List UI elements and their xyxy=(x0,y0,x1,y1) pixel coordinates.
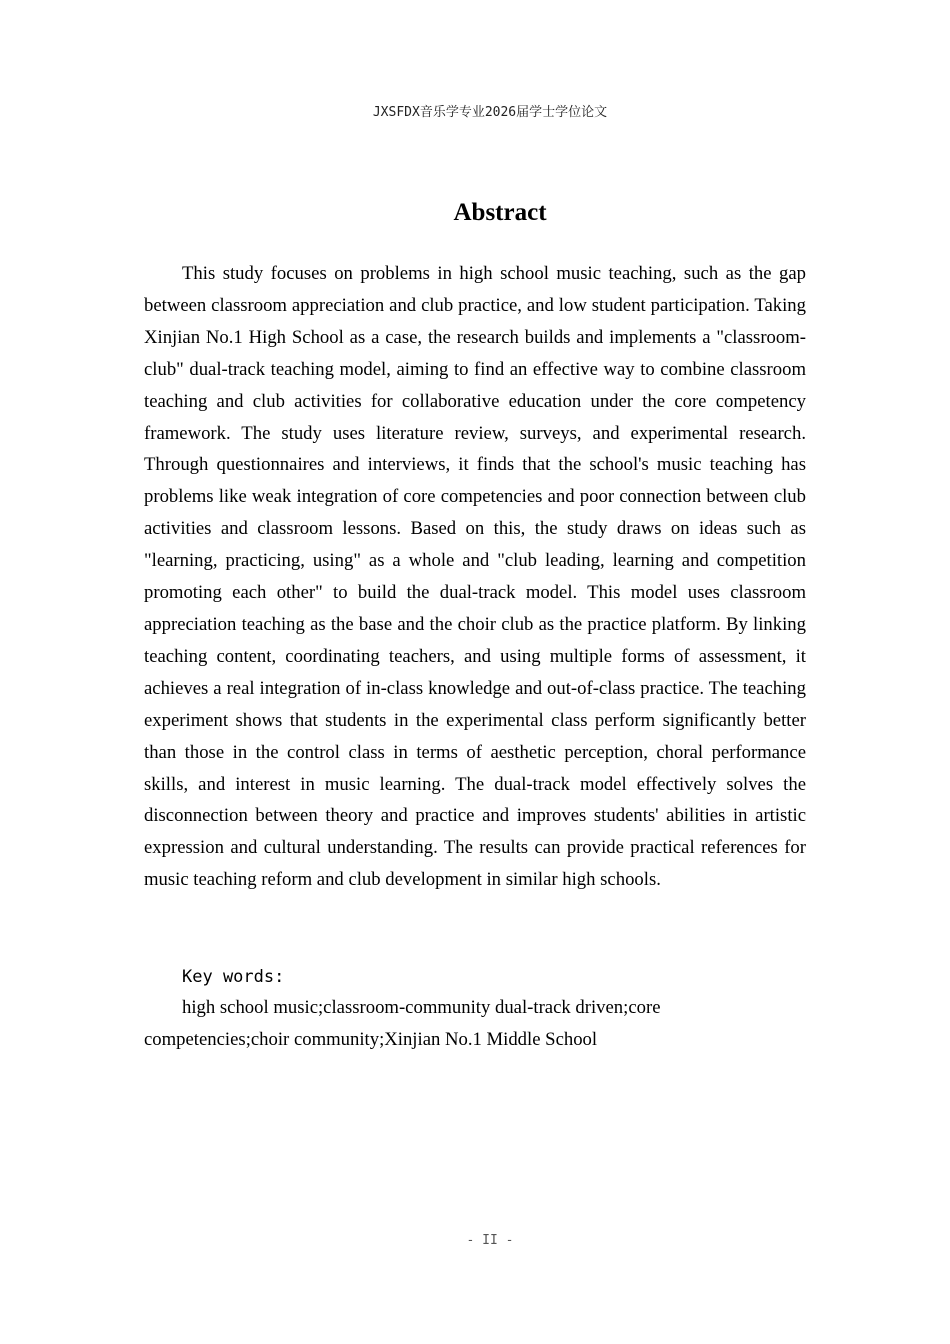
keywords-label: Key words: xyxy=(182,967,285,987)
running-header: JXSFDX音乐学专业2026届学士学位论文 xyxy=(372,105,608,120)
keywords-text: high school music;classroom-community dual-track driven;core competencies;choir community;Xinjian No.1 Middle School xyxy=(144,997,661,1050)
page-number: - II - xyxy=(466,1233,514,1248)
abstract-body: This study focuses on problems in high school music teaching, such as the gap between classroom appreciation and club practice, and low student participation. Taking Xinjian No.1 High School as a case, the research builds and implements a "classroom-club" dual-track teaching model, aiming to find an effective way to combine classroom teaching and club activities for collaborative education under the core competency framework. The study uses literature review, surveys, and experimental research. Through questionnaires and interviews, it finds that the school's music teaching has problems like weak integration of core competencies and poor connection between club activities and classroom lessons. Based on this, the study draws on ideas such as "learning, practicing, using" as a whole and "club leading, learning and competition promoting each other" to build the dual-track model. This model uses classroom appreciation teaching as the base and the choir club as the practice platform. By linking teaching content, coordinating teachers, and using multiple forms of assessment, it achieves a real integration of in-class knowledge and out-of-class practice. The teaching experiment shows that students in the experimental class perform significantly better than those in the control class in terms of aesthetic perception, choral performance skills, and interest in music learning. The dual-track model effectively solves the disconnection between theory and practice and improves students' abilities in artistic expression and cultural understanding. The results can provide practical references for music teaching reform and club development in similar high schools. xyxy=(144,263,806,891)
abstract-title: Abstract xyxy=(453,199,547,226)
